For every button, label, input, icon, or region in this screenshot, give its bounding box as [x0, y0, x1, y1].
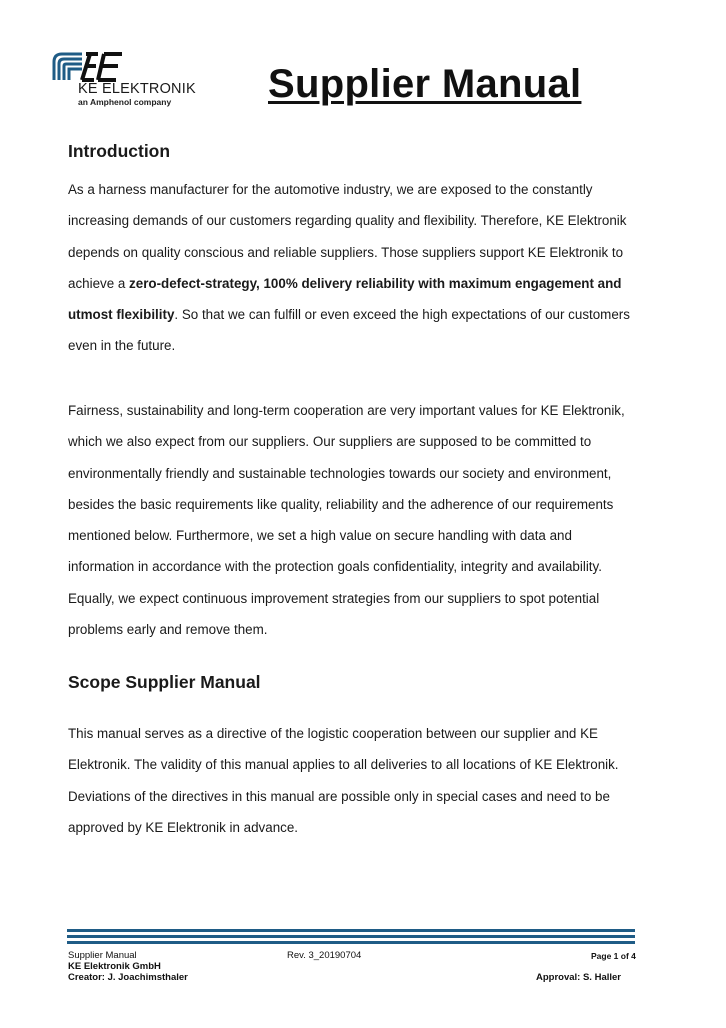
- introduction-paragraph-1: [68, 174, 640, 362]
- footer-company: KE Elektronik GmbH: [68, 961, 161, 972]
- intro-p1-text-end: . So that we can fulfill or even exceed the high expectations of our customers even in the future.: [68, 307, 630, 354]
- footer-document-name: Supplier Manual: [68, 950, 137, 961]
- footer-approval: Approval: S. Haller: [536, 972, 621, 983]
- scope-paragraph: This manual serves as a directive of the logistic cooperation between our supplier and KE Elektronik. The validity of this manual applies to all deliveries to all locations of KE Elektronik. Deviations of the directives in this manual are possible only in special cases and need to be approved by KE Elektronik in advance.: [68, 726, 619, 835]
- scope-heading: Scope Supplier Manual: [68, 672, 261, 692]
- footer-page-number: Page 1 of 4: [591, 951, 636, 961]
- footer-divider: [67, 929, 635, 947]
- intro-p1-text-start: As a harness manufacturer for the automotive industry, we are exposed to the constantly increasing demands of our customers regarding quality and flexibility. Therefore, KE Elektronik depends on quality conscious and reliable suppliers. Those suppliers support KE Elektronik to achieve a: [68, 182, 627, 291]
- ke-logo-mark-icon: [52, 52, 124, 82]
- document-title: Supplier Manual: [268, 62, 582, 106]
- intro-p1-bold-text: zero-defect-strategy, 100% delivery reliability with maximum engagement and utmost flexibility: [68, 275, 622, 323]
- logo-subtitle: an Amphenol company: [78, 97, 172, 107]
- company-logo: [52, 52, 202, 112]
- footer-creator: Creator: J. Joachimsthaler: [68, 972, 188, 983]
- logo-company-name: KE ELEKTRONIK: [78, 81, 196, 97]
- introduction-paragraph-2: Fairness, sustainability and long-term cooperation are very important values for KE Elektronik, which we also expect from our suppliers. Our suppliers are supposed to be committed to environmentally friendly and sustainable technologies towards our society and environment, besides the basic requirements like quality, reliability and the adherence of our requirements mentioned below. Furthermore, we set a high value on secure handling with data and information in accordance with the protection goals confidentiality, integrity and availability. Equally, we expect continuous improvement strategies from our suppliers to spot potential problems early and remove them.: [68, 403, 625, 638]
- introduction-heading: Introduction: [68, 141, 171, 161]
- footer-revision: Rev. 3_20190704: [287, 950, 362, 961]
